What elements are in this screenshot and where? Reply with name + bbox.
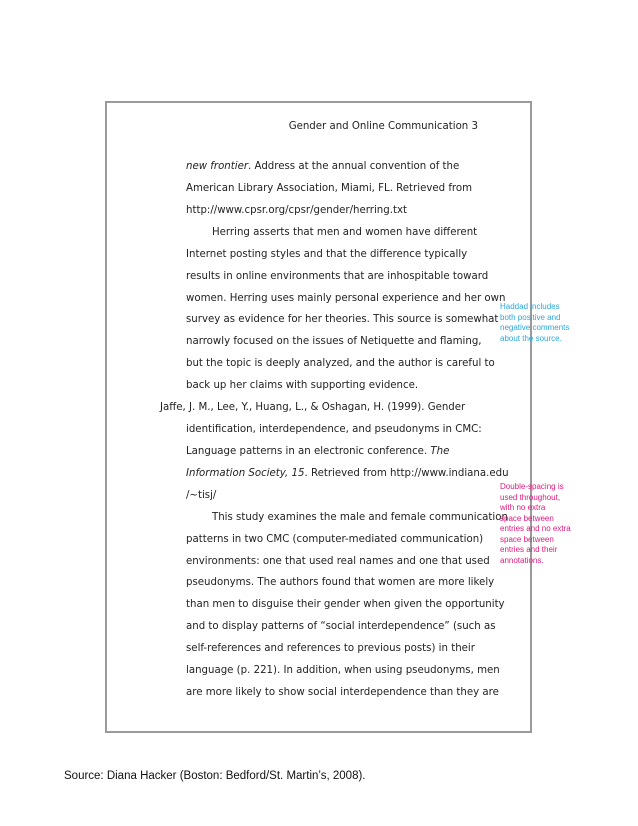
entry2-journal-italic-cont: Information Society, 15 (186, 468, 305, 479)
entry2-annotation-line: language (p. 221). In addition, when using pseudonyms, men (186, 665, 500, 676)
entry2-annotation-line: self-references and references to previous posts) in their (186, 643, 475, 654)
margin-note-line: negative comments (500, 323, 570, 332)
entry2-annotation-line: than men to disguise their gender when given the opportunity (186, 599, 505, 610)
entry2-line3 (186, 445, 449, 459)
margin-note-line: Double-spacing is (500, 482, 564, 491)
margin-note-line: space between (500, 534, 554, 544)
margin-note-line: Haddad includes (500, 302, 560, 311)
entry1-annotation-line: results in online environments that are inhospitable toward (186, 271, 489, 282)
margin-note-line: annotations. (500, 555, 544, 565)
margin-note-line: about the source. (500, 333, 562, 343)
entry1-url: http://www.cpsr.org/cpsr/gender/herring.txt (186, 205, 407, 216)
entry2-line3-pre: Language patterns in an electronic conference. (186, 446, 431, 457)
margin-note-line: space between (500, 513, 554, 523)
entry1-annotation-line: narrowly focused on the issues of Netiquette and flaming, (186, 336, 482, 347)
margin-note-line: entries and no extra (500, 524, 571, 533)
entry2-line4 (186, 467, 509, 481)
entry1-annotation-line: Internet posting styles and that the difference typically (186, 249, 468, 260)
entry2-annotation-line: This study examines the male and female communication (212, 512, 508, 523)
entry1-annotation-line: Herring asserts that men and women have different (212, 227, 478, 238)
margin-note-line: with no extra (500, 503, 546, 512)
entry1-annotation-line: but the topic is deeply analyzed, and the author is careful to (186, 358, 495, 369)
entry1-annotation-line: survey as evidence for her theories. This source is somewhat (186, 314, 499, 325)
entry2-annotation-line: are more likely to show social interdependence than they are (186, 687, 499, 698)
margin-note-double-spacing (500, 482, 571, 566)
entry1-line1 (186, 160, 459, 174)
margin-note-haddad (500, 302, 569, 344)
entry1-title-italic: new frontier (186, 161, 249, 172)
margin-note-line: entries and their (500, 545, 558, 554)
entry2-journal-italic: The (430, 446, 450, 457)
entry2-line2: identification, interdependence, and pseudonyms in CMC: (186, 424, 482, 435)
entry1-line2: American Library Association, Miami, FL. Retrieved from (186, 183, 473, 194)
entry1-line1-rest: . Address at the annual convention of the (248, 161, 460, 172)
entry2-line5: /~tisj/ (186, 490, 217, 501)
entry2-line4-rest: . Retrieved from http://www.indiana.edu (304, 468, 509, 479)
entry2-line1: Jaffe, J. M., Lee, Y., Huang, L., & Oshagan, H. (1999). Gender (160, 402, 466, 413)
running-head: Gender and Online Communication 3 (288, 121, 478, 132)
entry1-annotation-line: back up her claims with supporting evidence. (186, 380, 419, 391)
entry1-annotation-line: women. Herring uses mainly personal experience and her own (186, 293, 506, 304)
margin-note-line: used throughout, (500, 492, 561, 502)
entry2-annotation-line: environments: one that used real names and one that used (186, 556, 490, 567)
entry2-annotation-line: pseudonyms. The authors found that women are more likely (186, 577, 495, 588)
entry2-annotation-line: patterns in two CMC (computer-mediated communication) (186, 534, 484, 545)
entry2-annotation-line: and to display patterns of “social interdependence” (such as (186, 621, 496, 632)
source-caption: Source: Diana Hacker (Boston: Bedford/St. Martin’s, 2008). (64, 770, 366, 782)
margin-note-line: both positive and (500, 312, 561, 322)
